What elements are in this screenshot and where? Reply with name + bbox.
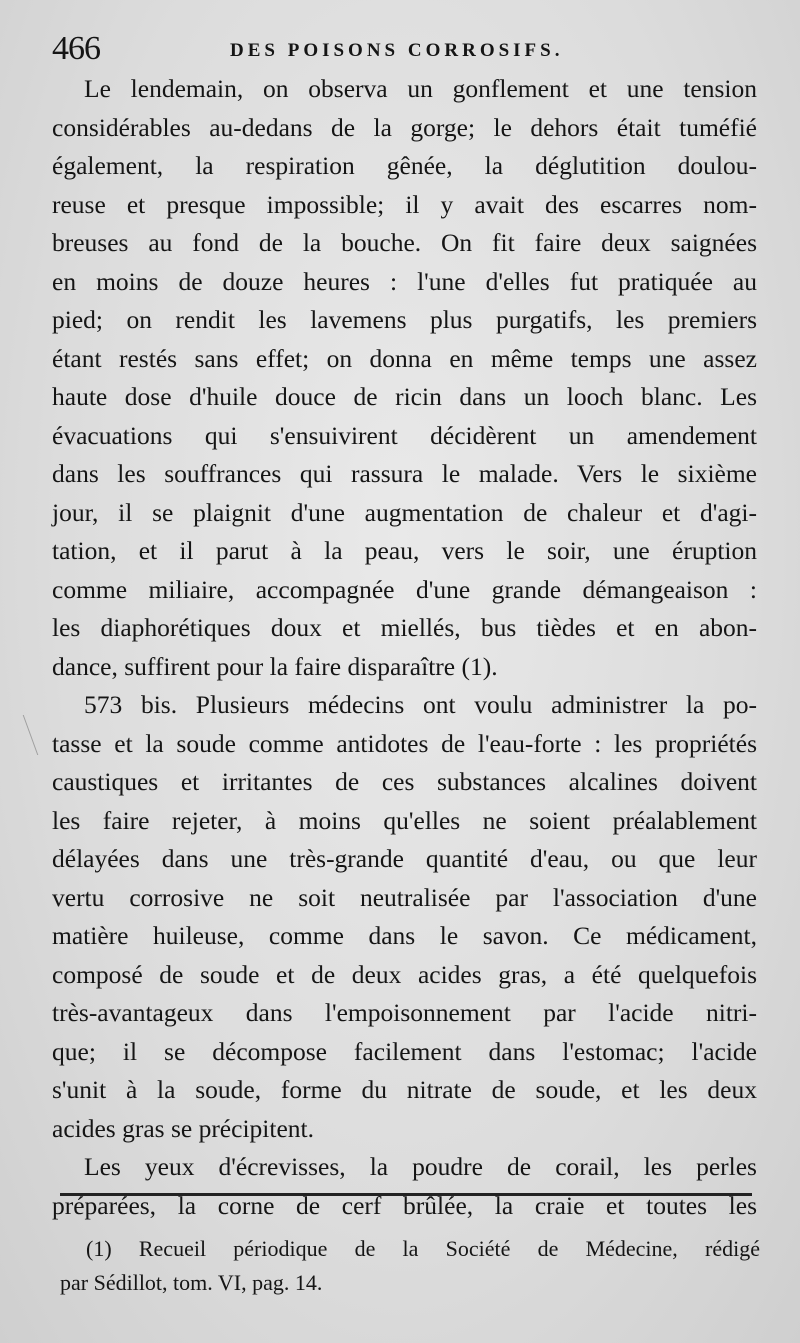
- text-line: reuse et presque impossible; il y avait des escarres nom-: [52, 189, 757, 219]
- text-line: composé de soude et de deux acides gras, a été quelquefois: [52, 959, 757, 989]
- text-line: 573 bis. Plusieurs médecins ont voulu administrer la po-: [84, 690, 757, 719]
- text-line: étant restés sans effet; on donna en même temps une assez: [52, 343, 757, 373]
- body-text: [52, 70, 757, 1225]
- text-line: haute dose d'huile douce de ricin dans un looch blanc. Les: [52, 382, 757, 411]
- text-line: breuses au fond de la bouche. On fit faire deux saignées: [52, 228, 757, 257]
- text-line: que; il se décompose facilement dans l'estomac; l'acide: [52, 1036, 757, 1066]
- footnote-rule: [60, 1193, 752, 1196]
- text-line: évacuations qui s'ensuivirent décidèrent un amendement: [52, 420, 757, 450]
- text-line: considérables au-dedans de la gorge; le dehors était tuméfié: [52, 112, 757, 142]
- running-head: [50, 30, 750, 70]
- text-line: en moins de douze heures : l'une d'elles fut pratiquée au: [52, 266, 757, 296]
- text-line: pied; on rendit les lavemens plus purgatifs, les premiers: [52, 305, 757, 334]
- text-line: les faire rejeter, à moins qu'elles ne soient préalablement: [52, 805, 757, 835]
- text-line: tation, et il parut à la peau, vers le soir, une éruption: [52, 536, 757, 565]
- text-line: les diaphorétiques doux et miellés, bus tièdes et en abon-: [52, 613, 757, 642]
- footnote-line: (1) Recueil périodique de la Société de Médecine, rédigé: [86, 1236, 760, 1261]
- text-line: Les yeux d'écrevisses, la poudre de corail, les perles: [84, 1152, 757, 1181]
- text-line: dance, suffirent pour la faire disparaître (1).: [52, 651, 498, 681]
- text-line: très-avantageux dans l'empoisonnement par l'acide nitri-: [52, 998, 757, 1027]
- margin-mark: [23, 715, 49, 755]
- text-line: vertu corrosive ne soit neutralisée par l'association d'une: [52, 882, 757, 912]
- text-line: préparées, la corne de cerf brûlée, la craie et toutes les: [52, 1190, 757, 1220]
- footnote: [60, 1232, 760, 1300]
- running-title: DES POISONS CORROSIFS.: [230, 40, 564, 61]
- text-line: matière huileuse, comme dans le savon. Ce médicament,: [52, 921, 757, 950]
- text-line: s'unit à la soude, forme du nitrate de soude, et les deux: [52, 1075, 757, 1104]
- text-line: délayées dans une très-grande quantité d'eau, ou que leur: [52, 844, 757, 873]
- footnote-line: par Sédillot, tom. VI, pag. 14.: [60, 1270, 323, 1295]
- text-line: également, la respiration gênée, la déglutition doulou-: [52, 151, 757, 180]
- page-number: 466: [52, 30, 100, 67]
- text-line: jour, il se plaignit d'une augmentation de chaleur et d'agi-: [52, 497, 757, 527]
- text-line: tasse et la soude comme antidotes de l'eau-forte : les propriétés: [52, 728, 757, 758]
- text-line: dans les souffrances qui rassura le malade. Vers le sixième: [52, 459, 757, 488]
- text-line: Le lendemain, on observa un gonflement et une tension: [84, 74, 757, 103]
- text-line: caustiques et irritantes de ces substances alcalines doivent: [52, 767, 757, 796]
- text-line: comme miliaire, accompagnée d'une grande démangeaison :: [52, 574, 757, 604]
- text-line: acides gras se précipitent.: [52, 1113, 314, 1143]
